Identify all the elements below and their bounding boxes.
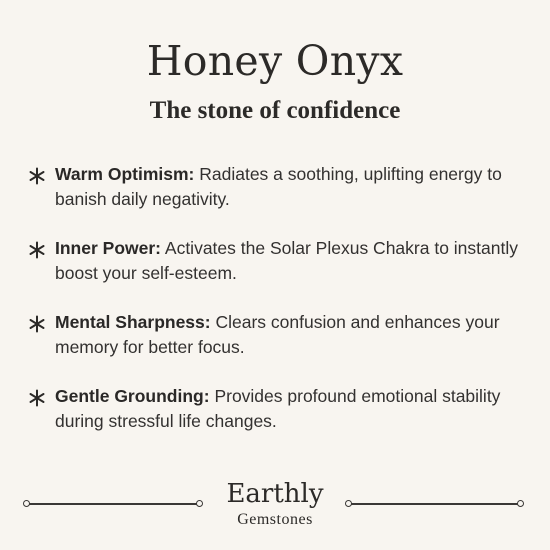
footer-divider-left [26,503,201,505]
list-item [28,236,518,310]
page-title: Honey Onyx [146,37,404,85]
brand-name-line2: Gemstones [237,511,313,528]
list-item [28,310,518,384]
list-item [28,384,518,458]
page-subtitle: The stone of confidence [149,97,401,124]
item-term: Gentle Grounding: [55,386,210,406]
item-text: Provides profound emotional stability during stressful life changes. [55,386,501,431]
item-term: Warm Optimism: [55,164,195,184]
divider-end-dot [517,500,524,507]
asterisk-star-icon [28,167,46,185]
benefits-list [28,162,518,458]
brand-name-line1: Earthly [226,479,324,509]
asterisk-star-icon [28,389,46,407]
footer-divider-right [349,503,521,505]
list-item [28,162,518,236]
asterisk-star-icon [28,241,46,259]
item-text: Clears confusion and enhances your memory for better focus. [55,312,500,357]
item-term: Mental Sharpness: [55,312,211,332]
item-term: Inner Power: [55,238,161,258]
brand-logo [200,478,350,530]
asterisk-star-icon [28,315,46,333]
item-text: Radiates a soothing, uplifting energy to banish daily negativity. [55,164,502,209]
item-text: Activates the Solar Plexus Chakra to instantly boost your self-esteem. [55,238,518,283]
divider-end-dot [23,500,30,507]
